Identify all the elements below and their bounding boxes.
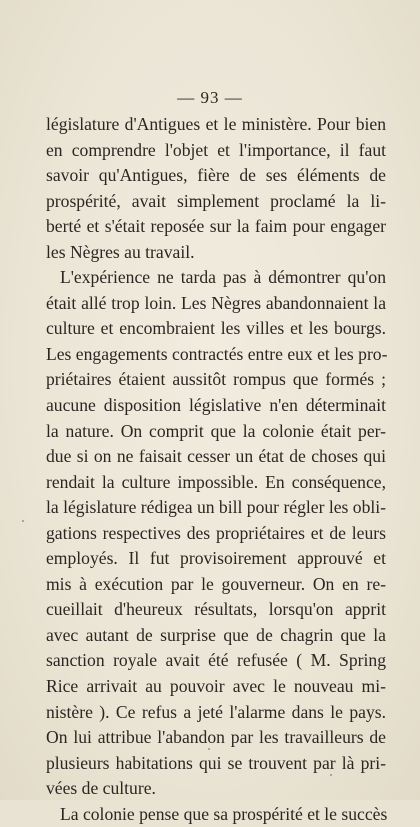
text-line: vées de culture. (46, 778, 156, 799)
text-line: Rice arrivait au pouvoir avec le nouveau mi- (46, 676, 386, 697)
text-line: plusieurs habitations qui se trouvent par là pri- (46, 752, 386, 773)
text-line: berté et s'était reposée sur la faim pour engager (46, 216, 386, 237)
text-line: en comprendre l'objet et l'importance, il faut (46, 139, 386, 160)
text-line: avec autant de surprise que de chagrin que la (46, 624, 386, 645)
print-speck (208, 748, 210, 750)
print-speck (22, 520, 24, 522)
body-text (46, 112, 386, 827)
text-line: était allé trop loin. Les Nègres abandonnaient la (46, 292, 386, 313)
text-line: La colonie pense que sa prospérité et le succès (60, 803, 388, 824)
text-line: la législature rédigea un bill pour régler les obli- (46, 497, 387, 518)
text-line: Les engagements contractés entre eux et les pro- (46, 343, 388, 364)
page-number: — 93 — (177, 88, 243, 107)
text-line: législature d'Antigues et le ministère. Pour bien (46, 114, 386, 134)
text-line: On lui attribue l'abandon par les travailleurs de (46, 727, 386, 748)
text-line: prospérité, avait simplement proclamé la li- (46, 190, 386, 211)
text-line: L'expérience ne tarda pas à démontrer qu'on (60, 267, 386, 288)
text-line: mis à exécution par le gouverneur. On en re- (46, 573, 386, 594)
text-line: sanction royale avait été refusée ( M. Spring (46, 650, 386, 671)
text-line: nistère ). Ce refus a jeté l'alarme dans le pays. (46, 701, 386, 722)
text-line: cueillait d'heureux résultats, lorsqu'on apprit (46, 599, 386, 620)
text-line: gations respectives des propriétaires et de leurs (46, 522, 386, 543)
text-line: rendait la culture impossible. En conséquence, (46, 471, 386, 492)
text-line: aucune disposition législative n'en déterminait (46, 395, 386, 416)
text-line: la nature. On comprit que la colonie était per- (46, 420, 386, 441)
text-line: due si on ne faisait cesser un état de choses qui (46, 446, 386, 467)
text-line: culture et encombraient les villes et les bourgs. (46, 318, 386, 339)
text-line: priétaires étaient aussitôt rompus que formés ; (46, 369, 386, 390)
text-line: employés. Il fut provisoirement approuvé et (46, 548, 386, 569)
print-speck (330, 774, 332, 776)
text-line: les Nègres au travail. (46, 241, 195, 262)
text-line: savoir qu'Antigues, fière de ses éléments de (46, 165, 386, 186)
